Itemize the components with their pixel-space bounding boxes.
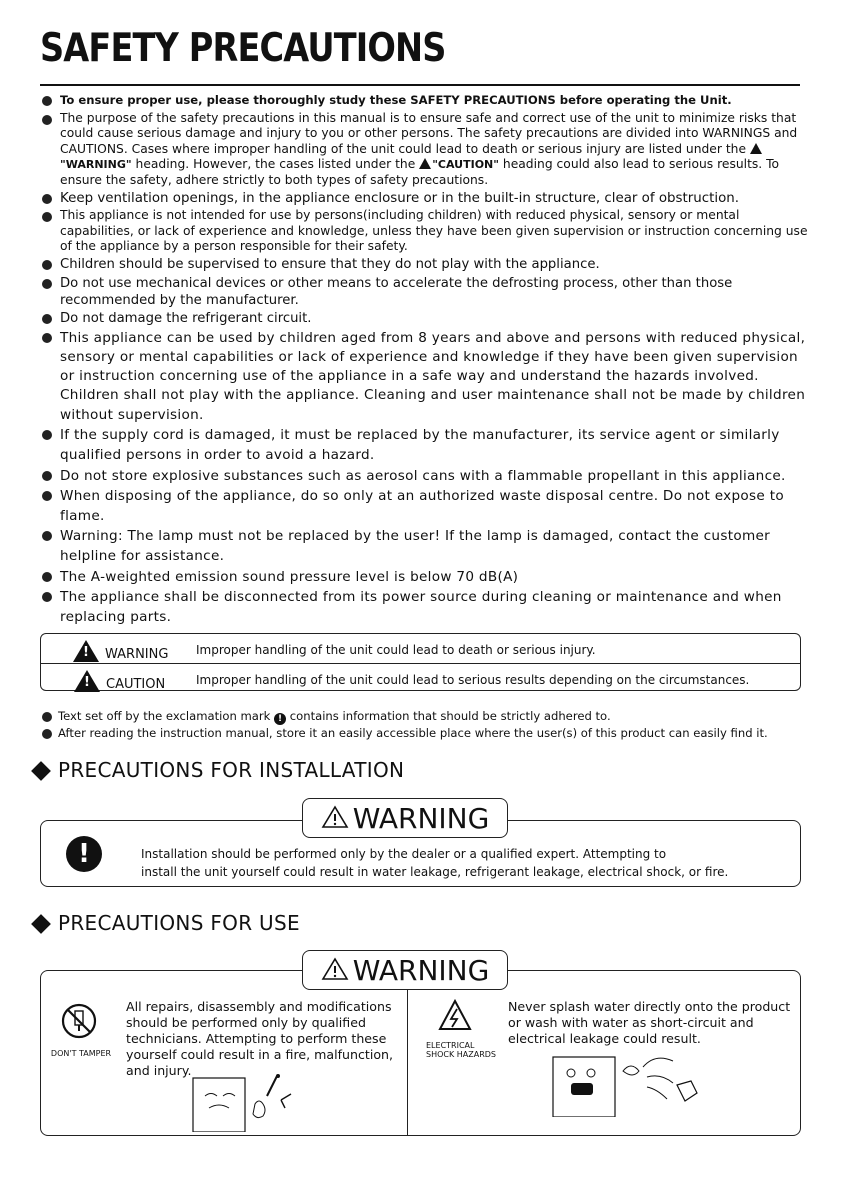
use-heading: [30, 911, 300, 935]
bullet-disposal: When disposing of the appliance, do so only at an authorized waste disposal centre. Do not expose to flame.: [40, 487, 810, 526]
page-title: SAFETY PRECAUTIONS: [40, 26, 446, 71]
legend-warning-label: [73, 640, 168, 662]
legend-caution-desc: Improper handling of the unit could lead to serious results depending on the circumstances.: [196, 673, 750, 687]
legend-caution-row: [41, 664, 800, 693]
warning-triangle-icon: [321, 800, 349, 824]
safety-bullet-list: [40, 92, 810, 628]
column-divider: [407, 971, 408, 1135]
bullet-purpose-text-2: heading. However, the cases listed under the: [131, 157, 420, 171]
legend-caution-label: [74, 670, 165, 692]
note-exclamation: [40, 708, 810, 725]
warning-triangle-icon: [321, 952, 349, 976]
dont-tamper-caption: DON'T TAMPER: [50, 1049, 112, 1058]
installation-heading: [30, 758, 404, 782]
water-splash-illustration: [551, 1051, 711, 1121]
exclamation-icon: !: [66, 836, 102, 872]
electrical-shock-icon: [438, 999, 472, 1035]
title-divider: [40, 84, 800, 86]
installation-line-1: Installation should be performed only by the dealer or a qualified expert. Attempting to: [141, 847, 667, 861]
legend-warning-row: [41, 634, 800, 663]
notes-list: [40, 708, 810, 742]
legend-caution-text: CAUTION: [106, 677, 166, 692]
caution-triangle-icon: [74, 670, 100, 692]
use-right-text: Never splash water directly onto the product or wash with water as short-circuit and electrical leakage could result.: [508, 999, 791, 1046]
bullet-not-intended: This appliance is not intended for use by persons(including children) with reduced physical, sensory or mental capabilities, or lack of experience and knowledge, unless they have been given supervision or instruction concerning use of the appliance by a person responsible for their safety.: [40, 208, 810, 255]
use-warning-label: WARNING: [352, 954, 490, 987]
bullet-refrigerant: Do not damage the refrigerant circuit.: [40, 310, 810, 327]
use-warning-tab: [302, 950, 508, 990]
legend-warning-desc: Improper handling of the unit could lead to death or serious injury.: [196, 643, 596, 657]
bullet-lamp-warning: Warning: The lamp must not be replaced by the user! If the lamp is damaged, contact the customer helpline for assistance.: [40, 527, 810, 566]
note-store-manual: After reading the instruction manual, store it an easily accessible place where the user(s) of this product can easily find it.: [40, 725, 810, 742]
bullet-disconnect: The appliance shall be disconnected from its power source during cleaning or maintenance and when replacing parts.: [40, 588, 810, 627]
bullet-purpose: [40, 111, 810, 189]
installation-heading-text: PRECAUTIONS FOR INSTALLATION: [58, 758, 405, 782]
caution-triangle-icon: [419, 158, 431, 169]
no-tamper-icon: [61, 1003, 97, 1043]
installation-warning-tab: [302, 798, 508, 838]
bullet-ventilation: Keep ventilation openings, in the appliance enclosure or in the built-in structure, clear of obstruction.: [40, 190, 810, 207]
use-left-text: All repairs, disassembly and modifications should be performed only by qualified technicians. Attempting to perform these yourself could result in a fire, malfunction, and injury.: [126, 999, 394, 1078]
warning-triangle-icon: [73, 640, 99, 662]
note-exclamation-text-1: Text set off by the exclamation mark: [58, 709, 275, 723]
bullet-explosive: Do not store explosive substances such as aerosol cans with a flammable propellant in this appliance.: [40, 467, 810, 486]
electrical-caption-line-1: ELECTRICAL: [426, 1041, 475, 1050]
electrical-caption-line-2: SHOCK HAZARDS: [426, 1050, 497, 1059]
installation-warning-label: WARNING: [352, 802, 490, 835]
warning-tag: "WARNING": [60, 158, 132, 171]
installation-line-2: install the unit yourself could result in water leakage, refrigerant leakage, electrical shock, or fire.: [141, 865, 729, 879]
legend-warning-text: WARNING: [105, 647, 169, 662]
bullet-children-8-years: This appliance can be used by children aged from 8 years and above and persons with reduced physical, sensory or mental capabilities or lack of experience and knowledge if they have been given supervision or instruction concerning use of the appliance in a safe way and understand the hazards involved. Children shall not play with the appliance. Cleaning and user maintenance shall not be made by children without supervision.: [40, 329, 810, 425]
bullet-purpose-text-1: The purpose of the safety precautions in this manual is to ensure safe and correct use of the unit to minimize risks that could cause serious damage and injury to you or other persons. The safety precautions are divided into WARNINGS and CAUTIONS. Cases where improper handling of the unit could lead to death or serious injury are listed under the: [60, 110, 798, 156]
warning-triangle-icon: [750, 143, 762, 154]
bullet-sound-pressure: The A-weighted emission sound pressure level is below 70 dB(A): [40, 568, 810, 587]
exclamation-icon: !: [274, 713, 286, 725]
diamond-bullet-icon: [31, 914, 51, 934]
note-exclamation-text-2: contains information that should be strictly adhered to.: [286, 709, 611, 723]
electrical-shock-caption: [426, 1041, 506, 1059]
bullet-children-supervised: Children should be supervised to ensure that they do not play with the appliance.: [40, 256, 810, 273]
bullet-defrosting: Do not use mechanical devices or other means to accelerate the defrosting process, other than those recommended by the manufacturer.: [40, 275, 810, 309]
tamper-illustration: [191, 1074, 311, 1136]
installation-warning-text: [141, 845, 728, 881]
warning-caution-legend: [40, 633, 801, 691]
caution-tag: "CAUTION": [432, 158, 499, 171]
bullet-purpose-text-3: heading could also lead to serious results. To ensure the safety, adhere strictly to both types of safety precautions.: [60, 157, 780, 187]
bullet-supply-cord: If the supply cord is damaged, it must be replaced by the manufacturer, its service agent or similarly qualified persons in order to avoid a hazard.: [40, 426, 810, 465]
use-warning-box: [40, 970, 801, 1136]
use-heading-text: PRECAUTIONS FOR USE: [58, 911, 300, 935]
bullet-proper-use: To ensure proper use, please thoroughly study these SAFETY PRECAUTIONS before operating the Unit.: [40, 92, 810, 109]
diamond-bullet-icon: [31, 761, 51, 781]
